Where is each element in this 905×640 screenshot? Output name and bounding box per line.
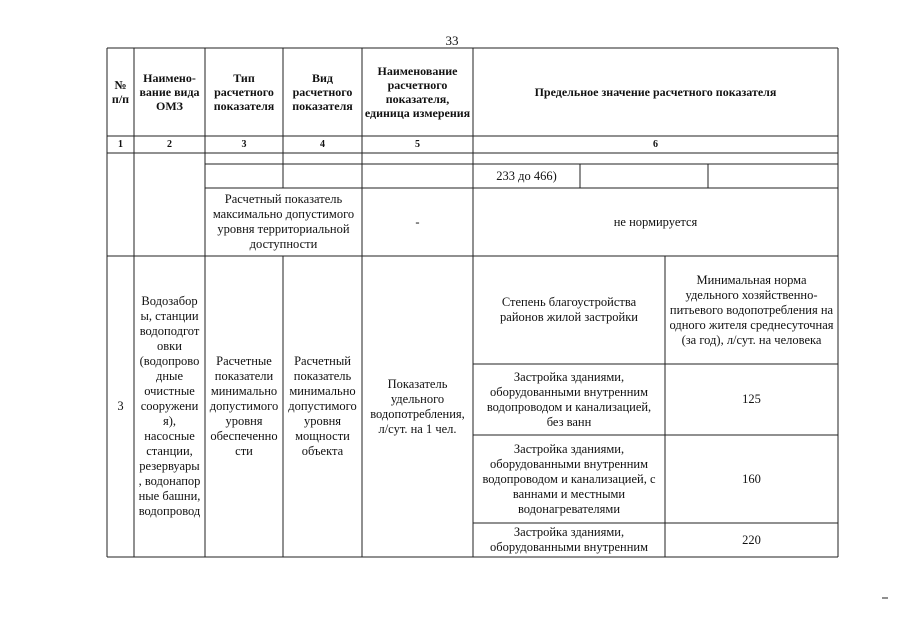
header-indicator-name: Наименование расчетного показателя, единица измерения	[364, 64, 471, 120]
col-number-3: 3	[241, 138, 247, 150]
norm-item-value: 125	[742, 392, 761, 406]
col-number-6: 6	[653, 138, 658, 150]
col-number-5: 5	[415, 138, 420, 150]
col-number-2: 2	[167, 138, 172, 150]
header-omz-type: Наимено-вание вида ОМЗ	[139, 71, 200, 113]
omz-type-text: Водозабор ы, станции водоподгот овки (водопрово дные очистные сооружени я), насосные станции, резервуары , водонапор ные башни, водопровод	[138, 294, 201, 518]
header-limit-value: Предельное значение расчетного показателя	[534, 85, 777, 99]
accessibility-value: не нормируется	[613, 214, 698, 229]
norm-item-value: 160	[742, 471, 761, 486]
sub-header-right: Минимальная норма удельного хозяйственно-питьевого водопотребления на одного жителя среднесуточная (за год), л/сут. на человека	[669, 272, 834, 347]
indicator-name-text: Показатель удельного водопотребления, л/сут. на 1 чел.	[370, 376, 465, 436]
norm-item-label: Застройка зданиями, оборудованными внутренним	[489, 525, 649, 554]
header-num: № п/п	[111, 78, 130, 106]
header-indicator-kind: Вид расчетного показателя	[292, 71, 353, 113]
col-number-4: 4	[320, 138, 325, 150]
norm-item-value: 220	[742, 532, 761, 547]
header-indicator-type: Тип расчетного показателя	[213, 71, 275, 113]
continuation-text: 233 до 466)	[496, 168, 557, 183]
accessibility-indicator-type: Расчетный показатель максимально допустимого уровня территориальной доступности	[212, 192, 355, 251]
sub-header-left: Степень благоустройства районов жилой застройки	[500, 295, 638, 324]
col-number-1: 1	[118, 138, 123, 150]
accessibility-indicator-name: -	[415, 214, 420, 229]
row-number: 3	[117, 399, 124, 413]
page-number: 33	[445, 33, 459, 48]
indicator-type-text: Расчетные показатели минимально допустимого уровня обеспеченно сти	[209, 354, 279, 458]
norm-item-label: Застройка зданиями, оборудованными внутренним водопроводом и канализацией, с ваннами и местными водонагревателями	[482, 441, 656, 516]
indicator-kind-text: Расчетный показатель минимально допустимого уровня мощности объекта	[288, 354, 357, 458]
norm-item-label: Застройка зданиями, оборудованными внутренним водопроводом и канализацией, без ванн	[486, 369, 652, 429]
